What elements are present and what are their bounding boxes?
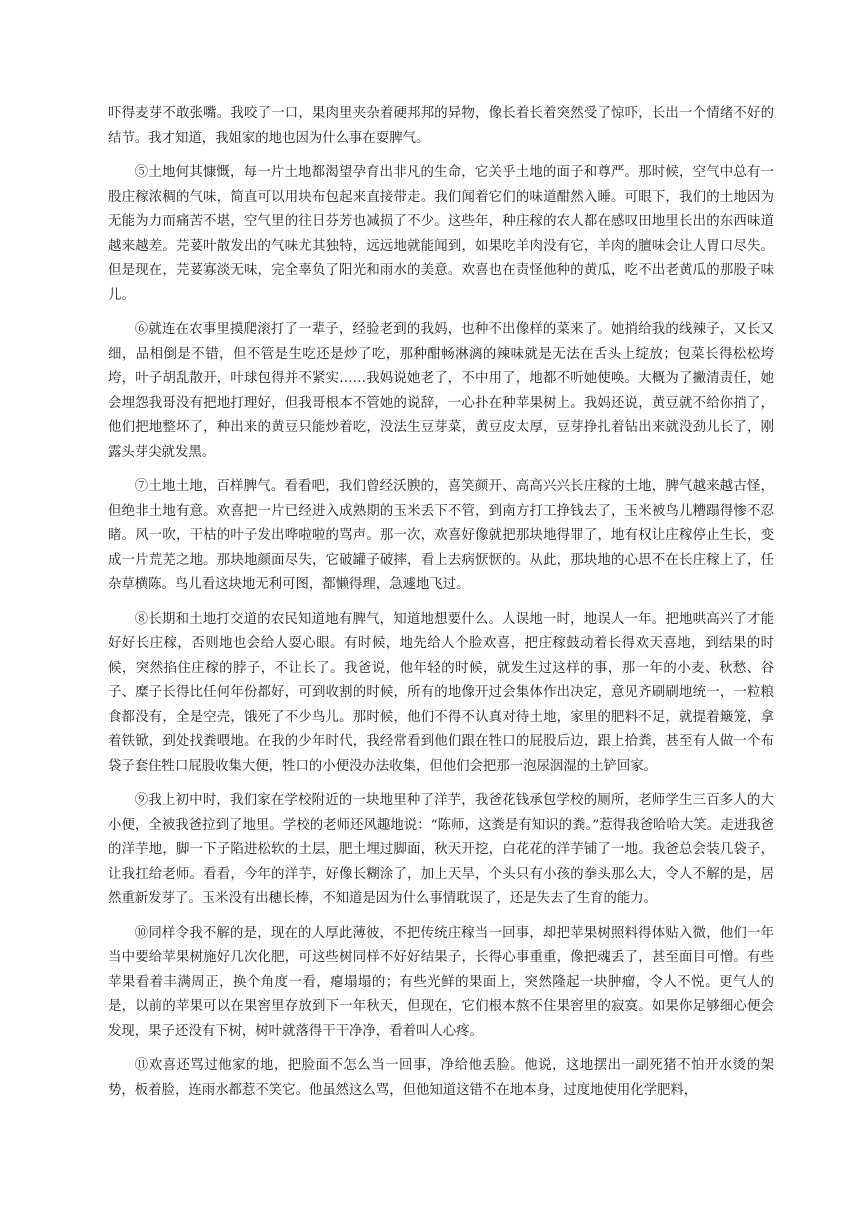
paragraph-11: ⑪欢喜还骂过他家的地，把脸面不怎么当一回事，净给他丢脸。他说，这地摆出一副死猪不怕开水烫的架势，板着脸，连雨水都惹不笑它。他虽然这么骂，但他知道这错不在地本身，过度地使用化学肥料， (108, 1058, 774, 1098)
paragraph-continued: 吓得麦芽不敢张嘴。我咬了一口，果肉里夹杂着硬邦邦的异物，像长着长着突然受了惊吓，长出一个情绪不好的结节。我才知道，我姐家的地也因为什么事在耍脾气。 (108, 106, 774, 146)
document-body (108, 102, 774, 1113)
paragraph-7: ⑦土地土地，百样脾气。看看吧，我们曾经沃腴的，喜笑颜开、高高兴兴长庄稼的土地，脾气越来越古怪，但绝非土地有意。欢喜把一片已经进入成熟期的玉米丢下不管，到南方打工挣钱去了，玉米被鸟儿糟蹋得惨不忍睹。风一吹，干枯的叶子发出哗啦啦的骂声。那一次，欢喜好像就把那块地得罪了，地有权让庄稼停止生长，变成一片荒芜之地。那块地颜面尽失，它破罐子破摔，看上去病恹恹的。从此，那块地的心思不在长庄稼上了，任杂草横陈。鸟儿看这块地无利可图，都懒得理，急遽地飞过。 (108, 479, 774, 592)
paragraph-6: ⑥就连在农事里摸爬滚打了一辈子，经验老到的我妈，也种不出像样的菜来了。她捎给我的线辣子，又长又细，品相倒是不错，但不管是生吃还是炒了吃，那种酣畅淋漓的辣味就是无法在舌头上绽放；包菜长得松松垮垮，叶子胡乱散开，叶球包得并不紧实……我妈说她老了，不中用了，地都不听她使唤。大概为了撇清责任，她会埋怨我哥没有把地打理好，但我哥根本不管她的说辞，一心扑在种苹果树上。我妈还说，黄豆就不给你捎了，他们把地整坏了，种出来的黄豆只能炒着吃，没法生豆芽菜，黄豆皮太厚，豆芽挣扎着钻出来就没劲儿长了，刚露头芽尖就发黑。 (108, 322, 774, 460)
paragraph-10: ⑩同样令我不解的是，现在的人厚此薄彼，不把传统庄稼当一回事，却把苹果树照料得体贴入微，他们一年当中要给苹果树施好几次化肥，可这些树同样不好好结果子，长得心事重重，像把魂丢了，甚至面目可憎。有些苹果看着丰满周正，换个角度一看，瘪塌塌的；有些光鲜的果面上，突然隆起一块肿瘤，令人不悦。更气人的是，以前的苹果可以在果窖里存放到下一年秋天，但现在，它们根本熬不住果窖里的寂寞。如果你足够细心便会发现，果子还没有下树，树叶就落得干干净净，看着叫人心疼。 (108, 925, 774, 1039)
paragraph-8: ⑧长期和土地打交道的农民知道地有脾气，知道地想要什么。人误地一时，地误人一年。把地哄高兴了才能好好长庄稼，否则地也会给人耍心眼。有时候，地先给人个脸欢喜，把庄稼鼓动着长得欢天喜地，到结果的时候，突然掐住庄稼的脖子，不让长了。我爸说，他年轻的时候，就发生过这样的事，那一年的小麦、秋愁、谷子、糜子长得比任何年份都好，可到收割的时候，所有的地像开过会集体作出决定，意见齐刷刷地统一，一粒粮食都没有，全是空壳，饿死了不少鸟儿。那时候，他们不得不认真对待土地，家里的肥料不足，就提着簸笼，拿着铁锨，到处找粪喂地。在我的少年时代，我经常看到他们跟在牲口的屁股后边，跟上拾粪，甚至有人做一个布袋子套住牲口屁股收集大便，牲口的小便没办法收集，但他们会把那一泡尿洇湿的土铲回家。 (108, 611, 774, 774)
paragraph-5: ⑤土地何其慷慨，每一片土地都渴望孕育出非凡的生命，它关乎土地的面子和尊严。那时候，空气中总有一股庄稼浓稠的气味，简直可以用块布包起来直接带走。我们闻着它们的味道酣然入睡。可眼下，我们的土地因为无能为力而痛苦不堪，空气里的往日芬芳也减损了不少。这些年，种庄稼的农人都在感叹田地里长出的东西味道越来越差。芫荽叶散发出的气味尤其独特，远远地就能闻到，如果吃羊肉没有它，羊肉的膻味会让人胃口尽失。但是现在，芫荽寡淡无味，完全辜负了阳光和雨水的美意。欢喜也在责怪他种的黄瓜，吃不出老黄瓜的那股子味儿。 (108, 165, 774, 303)
paragraph-9: ⑨我上初中时，我们家在学校附近的一块地里种了洋芋，我爸花钱承包学校的厕所，老师学生三百多人的大小便，全被我爸拉到了地里。学校的老师还风趣地说：“陈师，这粪是有知识的粪。”惹得我爸哈哈大笑。走进我爸的洋芋地，脚一下子陷进松软的土层，肥土埋过脚面，秋天开挖，白花花的洋芋铺了一地。我爸总会装几袋子，让我扛给老师。看看，今年的洋芋，好像长糊涂了，加上天旱，个头只有小孩的拳头那么大，令人不解的是，居然重新发芽了。玉米没有出穗长棒，不知道是因为什么事情耽误了，还是失去了生育的能力。 (108, 793, 774, 906)
